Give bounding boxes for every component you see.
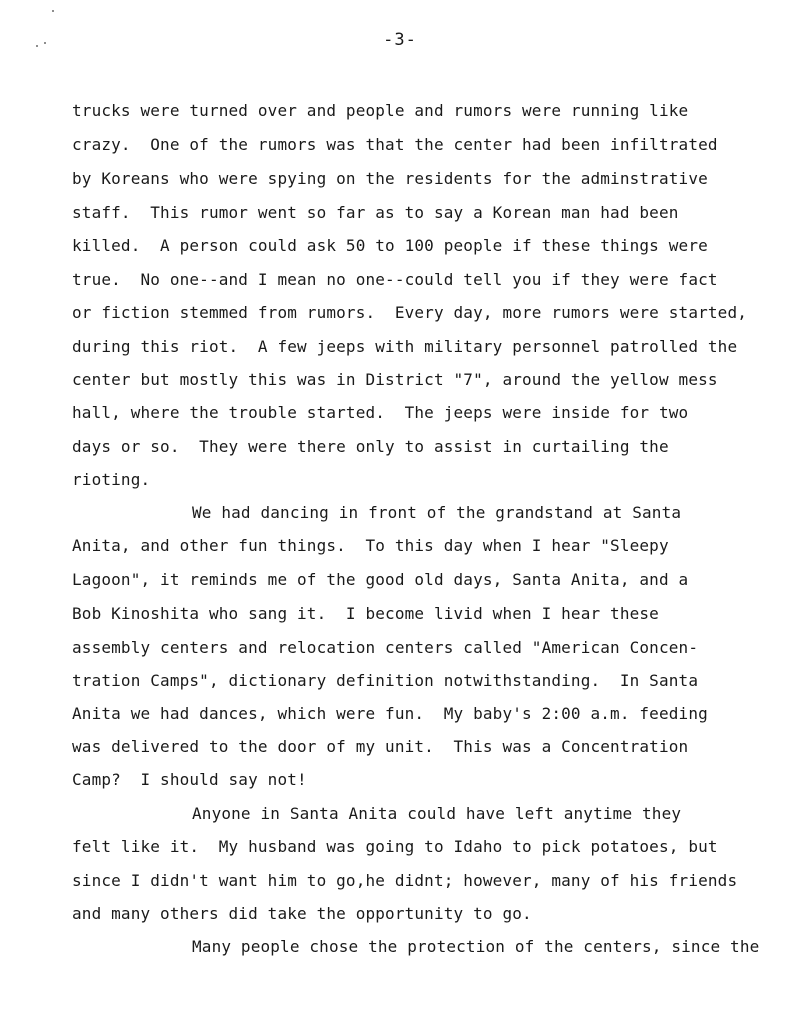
text-line: felt like it. My husband was going to Idaho to pick potatoes, but <box>72 837 718 856</box>
text-line: Anita we had dances, which were fun. My baby's 2:00 a.m. feeding <box>72 704 708 723</box>
text-line: killed. A person could ask 50 to 100 people if these things were <box>72 236 708 255</box>
text-line: and many others did take the opportunity to go. <box>72 904 532 923</box>
text-line: Lagoon", it reminds me of the good old days, Santa Anita, and a <box>72 570 689 589</box>
text-line: assembly centers and relocation centers called "American Concen- <box>72 638 699 657</box>
text-line: was delivered to the door of my unit. This was a Concentration <box>72 737 689 756</box>
text-line: true. No one--and I mean no one--could tell you if they were fact <box>72 270 718 289</box>
text-line: since I didn't want him to go,he didnt; however, many of his friends <box>72 871 738 890</box>
text-line: by Koreans who were spying on the residents for the adminstrative <box>72 169 708 188</box>
text-line: during this riot. A few jeeps with military personnel patrolled the <box>72 337 738 356</box>
text-line: center but mostly this was in District "7", around the yellow mess <box>72 370 718 389</box>
text-line: tration Camps", dictionary definition notwithstanding. In Santa <box>72 671 699 690</box>
paragraph-first-line: Anyone in Santa Anita could have left anytime they <box>192 804 682 823</box>
text-line: crazy. One of the rumors was that the center had been infiltrated <box>72 135 718 154</box>
text-line: or fiction stemmed from rumors. Every day, more rumors were started, <box>72 303 748 322</box>
paragraph-first-line: Many people chose the protection of the centers, since the <box>192 937 760 956</box>
page-number: -3- <box>383 30 417 50</box>
paper-speck <box>52 10 54 12</box>
text-line: staff. This rumor went so far as to say a Korean man had been <box>72 203 679 222</box>
text-line: Bob Kinoshita who sang it. I become livid when I hear these <box>72 604 659 623</box>
text-line: hall, where the trouble started. The jeeps were inside for two <box>72 403 689 422</box>
text-line: Camp? I should say not! <box>72 770 307 789</box>
text-line: rioting. <box>72 470 151 489</box>
text-line: days or so. They were there only to assist in curtailing the <box>72 437 669 456</box>
text-line: Anita, and other fun things. To this day when I hear "Sleepy <box>72 536 669 555</box>
text-line: trucks were turned over and people and rumors were running like <box>72 101 689 120</box>
paragraph-first-line: We had dancing in front of the grandstand at Santa <box>192 503 682 522</box>
